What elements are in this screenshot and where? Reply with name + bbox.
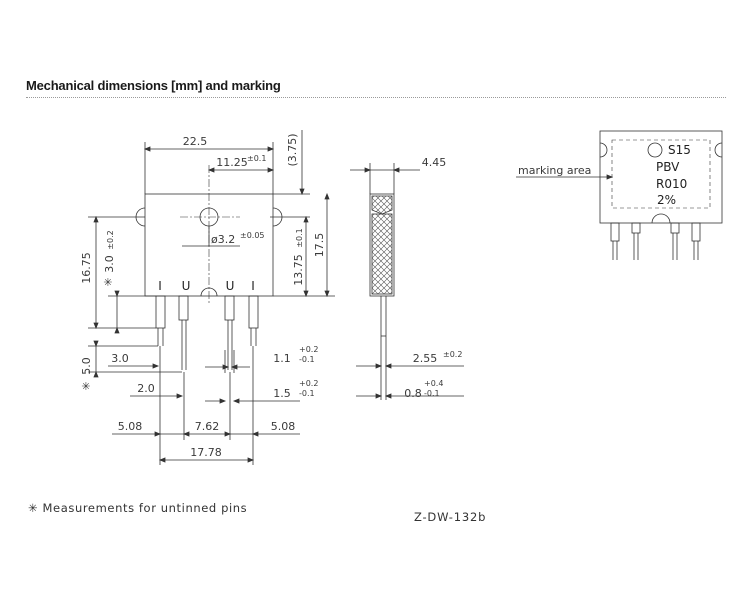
dim-width-half-tol: ±0.1 <box>247 154 267 163</box>
dim-height-body: 17.5 <box>313 232 326 258</box>
dim-pin-wide-tol-dn: -0.1 <box>299 389 315 398</box>
dim-side-thickness: 4.45 <box>421 156 447 169</box>
dim-height-hole: 13.75 <box>292 254 305 286</box>
marking-hole-top <box>648 143 662 157</box>
section-title: Mechanical dimensions [mm] and marking <box>26 78 281 93</box>
dim-pitch-total: 17.78 <box>190 446 222 459</box>
dim-pin-narrow-tol-dn: -0.1 <box>299 355 315 364</box>
side-hatched-section <box>372 214 392 294</box>
pin-label-1: I <box>158 279 162 293</box>
dim-pitch-right: 5.08 <box>270 420 296 433</box>
pin-label-3: U <box>225 279 235 293</box>
marking-line-4: 2% <box>657 193 677 207</box>
asterisk-shoulder: ✳ <box>103 276 113 289</box>
dim-pin-narrow-tol-up: +0.2 <box>299 345 319 354</box>
asterisk-pin-length: ✳ <box>81 380 91 393</box>
dim-pitch-mid: 7.62 <box>194 420 220 433</box>
marking-line-1: S15 <box>668 143 691 157</box>
marking-line-3: R010 <box>656 177 688 191</box>
dim-pin-gap: 2.0 <box>137 382 155 395</box>
dim-side-pin-tol: ±0.2 <box>443 350 463 359</box>
dim-hole-tol: ±0.05 <box>240 231 265 240</box>
dim-side-pin-thickness: 0.8 <box>404 387 422 400</box>
dim-pin-width-left: 3.0 <box>111 352 129 365</box>
marking-area-label: marking area <box>518 164 592 177</box>
dim-side-pin-thickness-tol-dn: -0.1 <box>424 389 440 398</box>
dim-pin-length: 5.0 <box>80 357 93 375</box>
dim-pitch-left: 5.08 <box>117 420 143 433</box>
pin-label-2: U <box>181 279 191 293</box>
footnote <box>28 501 247 515</box>
dim-pin-wide-tol-up: +0.2 <box>299 379 319 388</box>
dim-side-pin-thickness-tol-up: +0.4 <box>424 379 444 388</box>
drawing-code: Z-DW-132b <box>414 510 487 524</box>
dim-side-pin: 2.55 <box>412 352 438 365</box>
dim-hole-dia: ø3.2 <box>211 233 236 246</box>
dim-pin-shoulder: 3.0 <box>103 255 116 273</box>
dim-pin-shoulder-tol: ±0.2 <box>106 230 115 250</box>
dim-pin-narrow: 1.1 <box>273 352 291 365</box>
dim-width-half: 11.25 <box>216 156 248 169</box>
pins-marking <box>611 223 700 260</box>
dim-pin-wide: 1.5 <box>273 387 291 400</box>
footnote-text: Measurements for untinned pins <box>42 501 248 515</box>
dim-height-total: 16.75 <box>80 252 93 284</box>
pin-label-4: I <box>251 279 255 293</box>
dim-top-ext: (3.75) <box>286 133 299 167</box>
dim-height-hole-tol: ±0.1 <box>295 228 304 248</box>
marking-line-2: PBV <box>656 160 680 174</box>
asterisk-icon: ✳ <box>28 501 39 515</box>
pins-front <box>156 296 258 370</box>
dim-width-total: 22.5 <box>182 135 208 148</box>
